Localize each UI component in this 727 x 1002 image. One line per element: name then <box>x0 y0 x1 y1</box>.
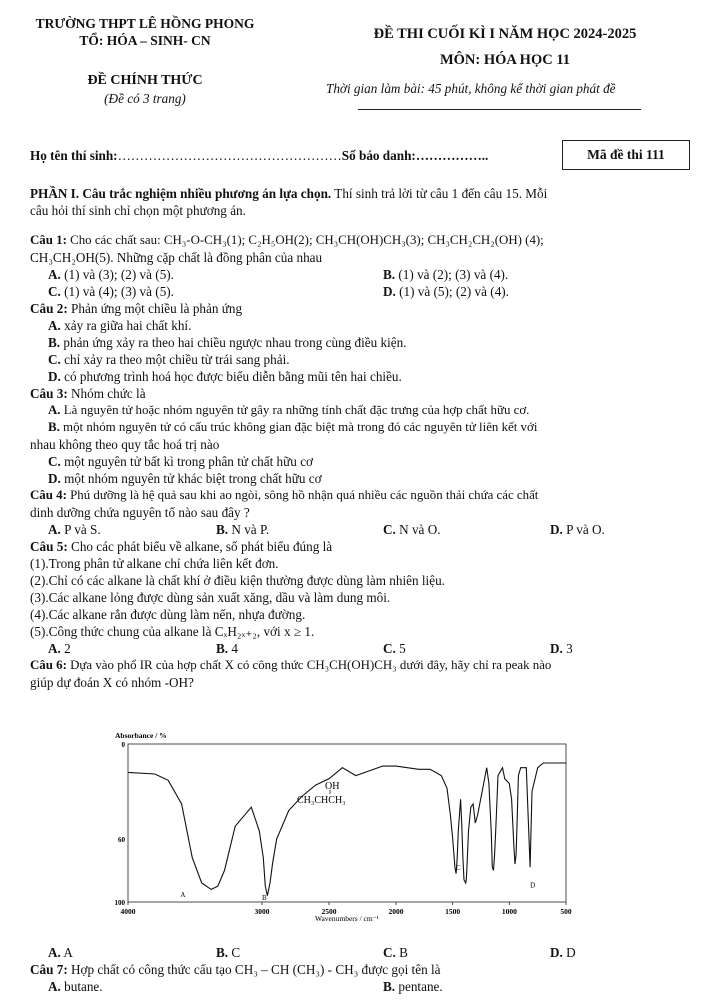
option-letter: D. <box>550 641 563 656</box>
q1-label: Câu 1: <box>30 233 67 247</box>
y-tick-label: 60 <box>118 835 125 844</box>
option-text: N và P. <box>231 522 270 537</box>
option-text: P và S. <box>64 522 101 537</box>
option-letter: B. <box>383 979 396 994</box>
option-text: butane. <box>60 979 103 994</box>
option-text: xảy ra giữa hai chất khí. <box>64 318 192 333</box>
q1-stem <box>30 232 544 249</box>
peak-labels <box>180 864 535 902</box>
q6-stem <box>30 657 551 674</box>
q5-option-d[interactable] <box>550 640 573 657</box>
q2-option-b[interactable] <box>48 334 407 351</box>
name-label: Họ tên thí sinh: <box>30 148 118 163</box>
x-axis-label: Wavenumbers / cm⁻¹ <box>315 914 379 923</box>
department: TỔ: HÓA – SINH- CN <box>79 33 211 48</box>
q2-option-c[interactable] <box>48 351 290 368</box>
q5-label: Câu 5: <box>30 539 68 554</box>
molecule-formula: CH₃CHCH₃ <box>297 795 346 806</box>
x-tick-label: 1000 <box>501 907 517 916</box>
peak-label-d: D <box>530 881 536 890</box>
q4-line2: dinh dưỡng chứa nguyên tố nào sau đây ? <box>30 505 250 520</box>
official-label: ĐỀ CHÍNH THỨC <box>87 73 203 88</box>
option-text: một nhóm nguyên tử khác biệt trong chất hữu cơ <box>60 471 322 486</box>
q2-label: Câu 2: <box>30 301 68 316</box>
option-letter: C. <box>383 522 396 537</box>
option-text: A <box>63 945 73 960</box>
q5-statement-2: (2).Chỉ có các alkane là chất khí ở điều kiện thường được dùng làm nhiên liệu. <box>30 573 445 588</box>
option-text: P và O. <box>566 522 605 537</box>
option-letter: C. <box>383 945 396 960</box>
option-text: pentane. <box>398 979 443 994</box>
q2-stem-text: Phản ứng một chiều là phản ứng <box>67 301 243 316</box>
q6-line2: giúp dự đoán X có nhóm -OH? <box>30 675 194 690</box>
y-tick-label: 100 <box>114 899 125 907</box>
q3-option-b-line2: nhau không theo quy tắc hoá trị nào <box>30 437 220 452</box>
q4-option-b[interactable] <box>216 521 269 538</box>
plot-frame <box>128 744 566 902</box>
part1-intro-line2: câu hỏi thí sinh chỉ chọn một phương án. <box>30 203 246 218</box>
option-text: C <box>231 945 241 960</box>
part1-intro-text: Thí sinh trả lời từ câu 1 đến câu 15. Mỗi <box>331 186 548 201</box>
option-text: (1) và (2); (3) và (4). <box>398 267 509 282</box>
option-letter: A. <box>48 267 61 282</box>
q5-option-a[interactable] <box>48 640 71 657</box>
q3-stem-text: Nhóm chức là <box>67 386 146 401</box>
q1-option-b[interactable] <box>383 266 508 283</box>
name-dots: …………………………………………… <box>117 148 342 163</box>
option-text: B <box>399 945 408 960</box>
q3-option-b[interactable] <box>48 419 537 436</box>
q4-option-a[interactable] <box>48 521 101 538</box>
option-letter: A. <box>48 522 61 537</box>
option-text: 5 <box>399 641 406 656</box>
q5-stem <box>30 538 332 555</box>
q6-option-c[interactable] <box>383 944 408 961</box>
q6-label: Câu 6: <box>30 658 67 672</box>
option-text: N và O. <box>399 522 441 537</box>
time-note: Thời gian làm bài: 45 phút, không kể thời gian phát đề <box>326 81 616 96</box>
subject: MÔN: HÓA HỌC 11 <box>439 52 571 68</box>
q3-option-d[interactable] <box>48 470 322 487</box>
option-letter: B. <box>216 945 229 960</box>
x-tick-label: 2500 <box>321 907 337 916</box>
option-letter: D. <box>48 369 61 384</box>
q6-option-d[interactable] <box>550 944 576 961</box>
option-letter: D. <box>550 945 563 960</box>
option-text: chỉ xảy ra theo một chiều từ trái sang phải. <box>64 352 290 367</box>
ir-spectrum-svg <box>110 730 585 923</box>
option-text: một nguyên tử bất kì trong phân tử chất hữu cơ <box>60 454 314 469</box>
part1-title: PHẦN I. Câu trắc nghiệm nhiều phương án lựa chọn. <box>30 186 332 201</box>
id-label: Số báo danh: <box>341 148 416 163</box>
q6-option-b[interactable] <box>216 944 240 961</box>
option-letter: B. <box>216 522 229 537</box>
option-text: 2 <box>64 641 71 656</box>
option-text: Là nguyên tử hoặc nhóm nguyên tử gây ra những tính chất đặc trưng của hợp chất hữu cơ. <box>63 403 530 417</box>
option-text: có phương trình hoá học được biểu diễn bằng mũi tên hai chiều. <box>64 369 402 384</box>
q1-option-d[interactable] <box>383 283 509 300</box>
q1-line1: Cho các chất sau: CH₃-O-CH₃(1); C₂H₅OH(2); CH₃CH(OH)CH₃(3); CH₃CH₂CH₂(OH) (4); <box>66 233 544 247</box>
option-letter: C. <box>48 454 61 469</box>
peak-label-b: B <box>262 894 267 902</box>
q4-option-d[interactable] <box>550 521 605 538</box>
q5-statement-4: (4).Các alkane rắn được dùng làm nến, nhựa đường. <box>30 607 306 622</box>
option-letter: C. <box>383 641 396 656</box>
option-letter: B. <box>48 420 60 434</box>
q7-label: Câu 7: <box>30 962 68 977</box>
q2-stem <box>30 300 242 317</box>
option-letter: A. <box>48 945 61 960</box>
option-letter: C. <box>48 352 61 367</box>
q7-option-b[interactable] <box>383 978 443 995</box>
option-text: (1) và (3); (2) và (5). <box>64 267 174 282</box>
q3-option-a[interactable] <box>48 402 529 419</box>
option-text: 4 <box>231 641 238 656</box>
option-text: phản ứng xảy ra theo hai chiều ngược nhau trong cùng điều kiện. <box>63 335 407 350</box>
x-tick-label: 3000 <box>254 907 270 916</box>
exam-code-box <box>562 140 690 170</box>
y-ticks <box>115 741 126 907</box>
option-text: (1) và (5); (2) và (4). <box>399 284 509 299</box>
q5-option-c[interactable] <box>383 640 406 657</box>
peak-label-a: A <box>180 890 186 899</box>
q6-line1: Dựa vào phổ IR của hợp chất X có công thức CH₃CH(OH)CH₃ dưới đây, hãy chỉ ra peak nào <box>66 658 552 672</box>
q4-stem <box>30 487 538 504</box>
school-name: TRƯỜNG THPT LÊ HỒNG PHONG <box>35 16 255 31</box>
option-letter: B. <box>48 335 61 350</box>
q5-statement-1: (1).Trong phân tử alkane chỉ chứa liên kết đơn. <box>30 556 279 571</box>
molecule-oh: OH <box>325 781 340 792</box>
q1-option-c[interactable] <box>48 283 174 300</box>
q3-label: Câu 3: <box>30 386 68 401</box>
option-letter: B. <box>216 641 229 656</box>
q4-option-c[interactable] <box>383 521 441 538</box>
q3-option-c[interactable] <box>48 453 313 470</box>
q1-line2: CH₃CH₂OH(5). Những cặp chất là đồng phân của nhau <box>30 250 323 265</box>
option-text: (1) và (4); (3) và (5). <box>64 284 174 299</box>
q7-option-a[interactable] <box>48 978 103 995</box>
q5-stem-text: Cho các phát biểu về alkane, số phát biểu đúng là <box>67 539 333 554</box>
q3-stem <box>30 385 146 402</box>
q5-option-b[interactable] <box>216 640 238 657</box>
q7-stem-text: Hợp chất có công thức cấu tạo CH₃ – CH (CH₃) - CH₃ được gọi tên là <box>67 962 441 977</box>
q6-option-a[interactable] <box>48 944 73 961</box>
q7-stem <box>30 961 440 978</box>
x-tick-label: 4000 <box>120 907 136 916</box>
q2-option-a[interactable] <box>48 317 191 334</box>
exam-code: Mã đề thi 111 <box>587 147 665 162</box>
option-letter: D. <box>48 471 61 486</box>
exam-title: ĐỀ THI CUỐI KÌ I NĂM HỌC 2024-2025 <box>373 26 637 42</box>
q5-statement-3: (3).Các alkane lỏng được dùng sản xuất xăng, dầu và làm dung môi. <box>30 590 391 605</box>
option-letter: A. <box>48 403 61 417</box>
x-tick-label: 1500 <box>445 907 461 916</box>
option-letter: C. <box>48 284 61 299</box>
pages-note: (Đề có 3 trang) <box>104 91 186 106</box>
part1-intro <box>30 185 547 202</box>
option-letter: B. <box>383 267 396 282</box>
y-axis-label: Absorbance / % <box>115 731 167 740</box>
spectrum-line <box>128 763 566 896</box>
option-text: D <box>566 945 576 960</box>
y-tick-label: 0 <box>121 741 125 749</box>
option-letter: A. <box>48 979 61 994</box>
student-info-line <box>30 148 488 164</box>
id-dots: …………….. <box>415 148 489 163</box>
q1-option-a[interactable] <box>48 266 174 283</box>
q4-label: Câu 4: <box>30 488 67 502</box>
x-tick-label: 2000 <box>388 907 404 916</box>
option-letter: D. <box>550 522 563 537</box>
option-text: 3 <box>566 641 573 656</box>
q5-statement-5: (5).Công thức chung của alkane là CₓH₂ₓ₊₂, với x ≥ 1. <box>30 624 315 639</box>
q4-line1: Phú dưỡng là hệ quả sau khi ao ngòi, sông hồ nhận quá nhiều các nguồn thải chứa các chất <box>66 488 539 502</box>
q2-option-d[interactable] <box>48 368 402 385</box>
option-letter: A. <box>48 318 61 333</box>
option-letter: D. <box>383 284 396 299</box>
option-text: một nhóm nguyên tử có cấu trúc không gian đặc biệt mà trong đó các nguyên tử liên kết với <box>59 420 538 434</box>
header-divider <box>358 109 641 110</box>
option-letter: A. <box>48 641 61 656</box>
ir-spectrum-chart <box>110 730 585 923</box>
peak-label-c: C <box>456 863 461 872</box>
x-tick-label: 500 <box>560 907 572 916</box>
